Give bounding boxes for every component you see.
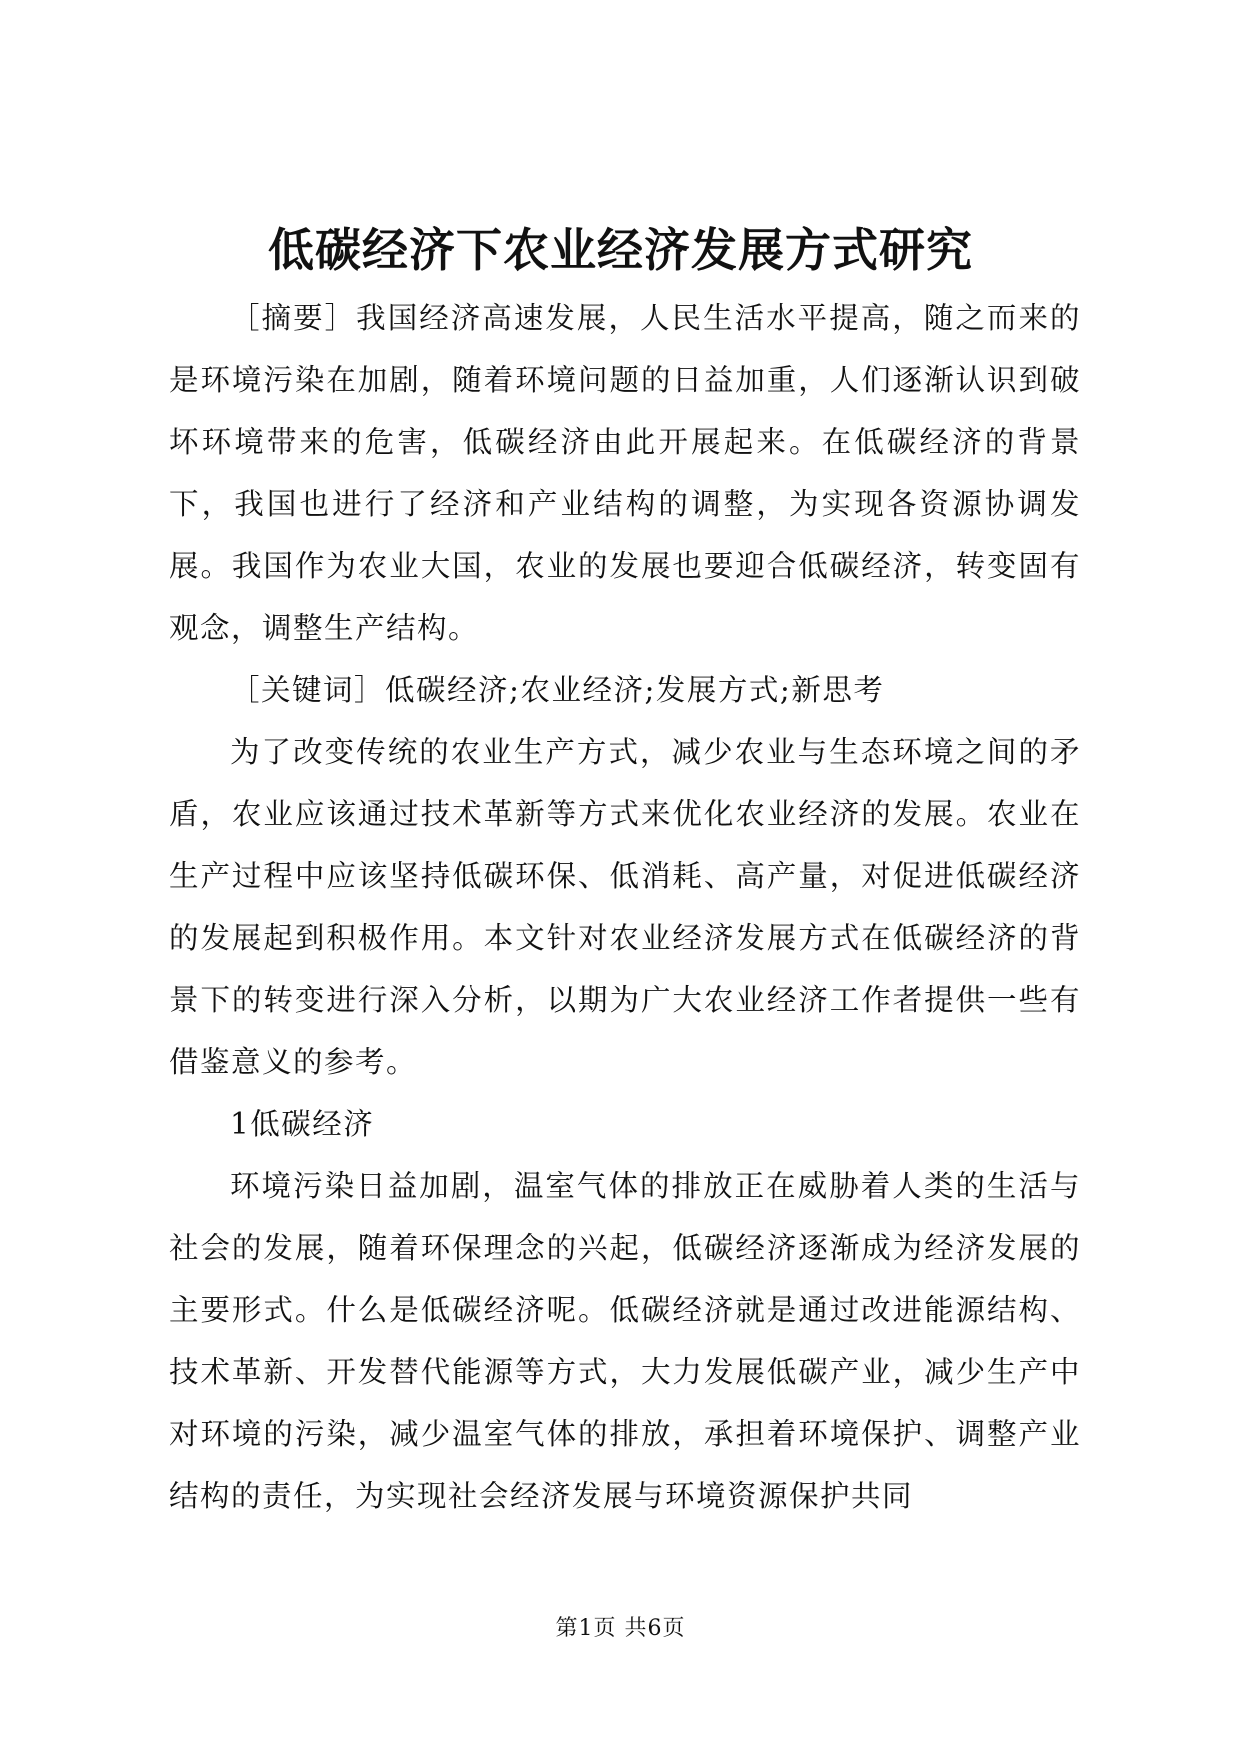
keywords-paragraph: ［关键词］低碳经济;农业经济;发展方式;新思考 [230, 673, 885, 707]
abstract-paragraph: ［摘要］我国经济高速发展，人民生活水平提高，随之而来的是环境污染在加剧，随着环境问题的日益加重，人们逐渐认识到破坏环境带来的危害，低碳经济由此开展起来。在低碳经济的背景下，我国也进行了经济和产业结构的调整，为实现各资源协调发展。我国作为农业大国，农业的发展也要迎合低碳经济，转变固有观念，调整生产结构。 [169, 301, 1081, 645]
document-title: 低碳经济下农业经济发展方式研究 [268, 223, 973, 277]
section-heading: 1低碳经济 [230, 1107, 375, 1141]
page-number-footer: 第1页 共6页 [555, 1616, 686, 1641]
section-paragraph: 环境污染日益加剧，温室气体的排放正在威胁着人类的生活与社会的发展，随着环保理念的兴起，低碳经济逐渐成为经济发展的主要形式。什么是低碳经济呢。低碳经济就是通过改进能源结构、技术革新、开发替代能源等方式，大力发展低碳产业，减少生产中对环境的污染，减少温室气体的排放，承担着环境保护、调整产业结构的责任，为实现社会经济发展与环境资源保护共同 [169, 1169, 1081, 1513]
intro-paragraph: 为了改变传统的农业生产方式，减少农业与生态环境之间的矛盾，农业应该通过技术革新等方式来优化农业经济的发展。农业在生产过程中应该坚持低碳环保、低消耗、高产量，对促进低碳经济的发展起到积极作用。本文针对农业经济发展方式在低碳经济的背景下的转变进行深入分析，以期为广大农业经济工作者提供一些有借鉴意义的参考。 [169, 735, 1081, 1079]
document-body [169, 287, 1081, 1527]
